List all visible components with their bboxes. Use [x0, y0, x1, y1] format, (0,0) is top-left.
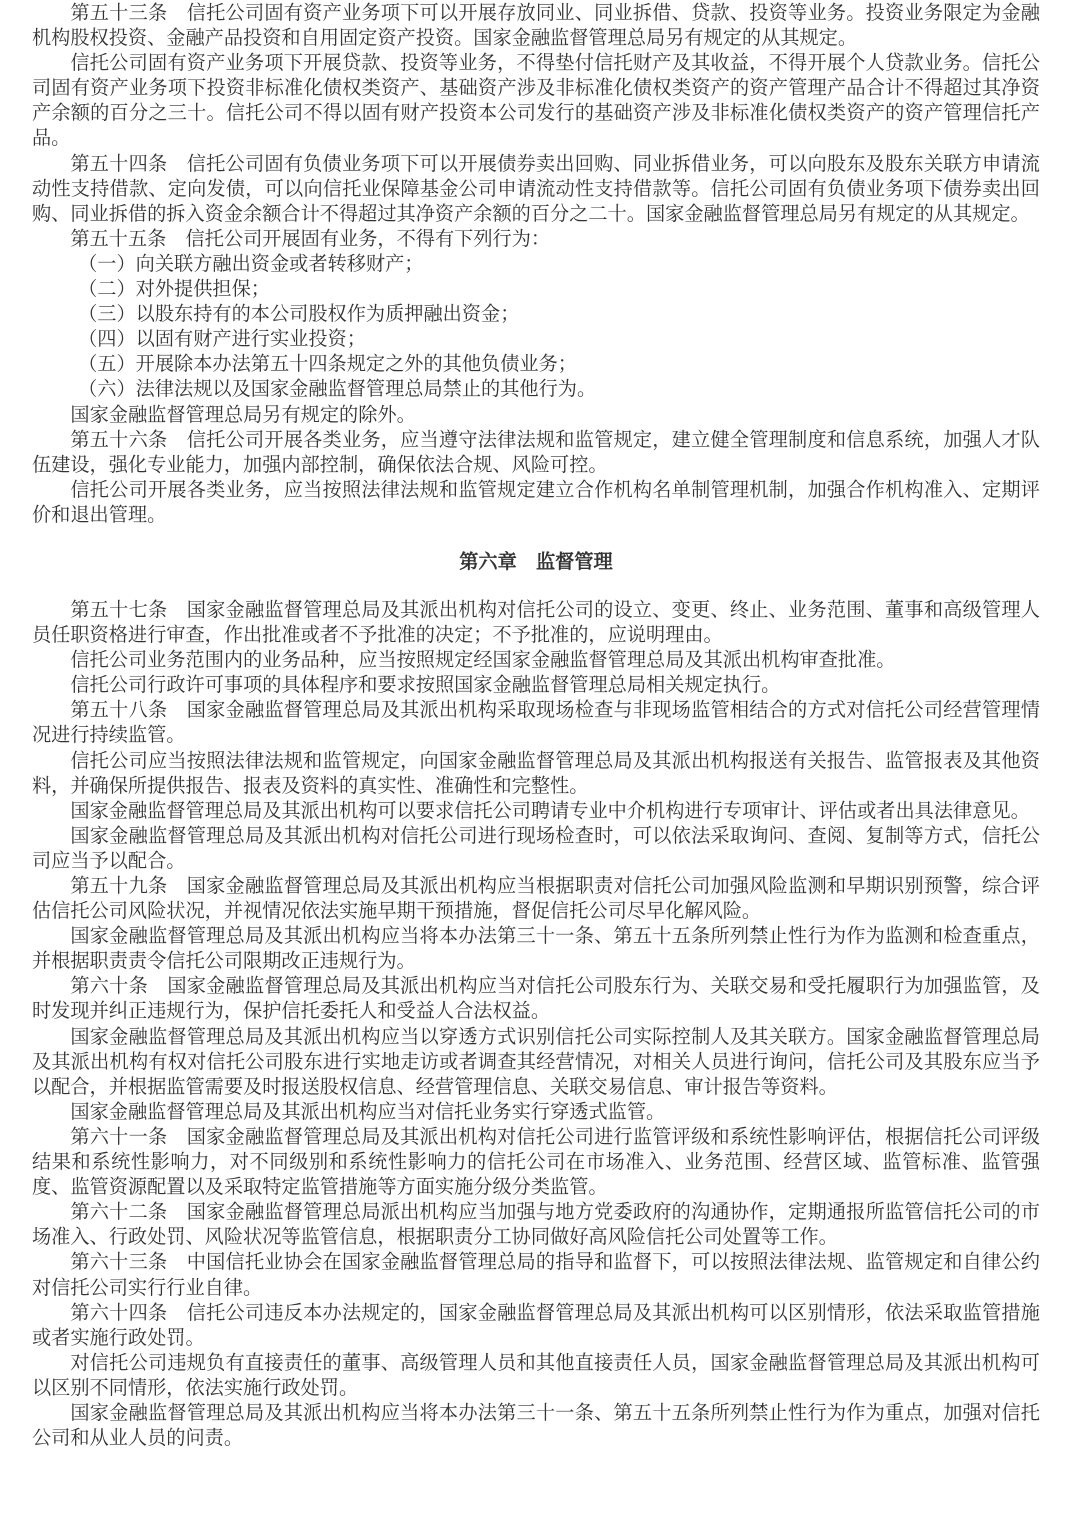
- article-55: 第五十五条 信托公司开展固有业务，不得有下列行为：: [70, 226, 551, 250]
- article-61: 第六十一条 国家金融监督管理总局及其派出机构对信托公司进行监管评级和系统性影响评估，根据信托公司评级结果和系统性影响力，对不同级别和系统性影响力的信托公司在市场准入、业务范围、经营区域、监管标准、监管强度、监管资源配置以及采取特定监管措施等方面实施分级分类监管。: [32, 1124, 1040, 1199]
- article-64-paragraph-2: 对信托公司违规负有直接责任的董事、高级管理人员和其他直接责任人员，国家金融监督管理总局及其派出机构可以区别不同情形，依法实施行政处罚。: [32, 1350, 1040, 1399]
- list-item: （二）对外提供担保；: [78, 277, 270, 301]
- article-63: 第六十三条 中国信托业协会在国家金融监督管理总局的指导和监督下，可以按照法律法规、监管规定和自律公约对信托公司实行行业自律。: [32, 1250, 1040, 1299]
- list-item: （五）开展除本办法第五十四条规定之外的其他负债业务；: [78, 352, 577, 376]
- chapter-title: 第六章 监督管理: [459, 549, 613, 573]
- article-57-paragraph-3: 信托公司行政许可事项的具体程序和要求按照国家金融监督管理总局相关规定执行。: [70, 673, 781, 697]
- list-item: （一）向关联方融出资金或者转移财产；: [78, 251, 424, 275]
- article-55-exception: 国家金融监督管理总局另有规定的除外。: [70, 402, 416, 426]
- article-62: 第六十二条 国家金融监督管理总局派出机构应当加强与地方党委政府的沟通协作，定期通报所监管信托公司的市场准入、行政处罚、风险状况等监管信息，根据职责分工协同做好高风险信托公司处置等工作。: [32, 1200, 1040, 1249]
- article-58: 第五十八条 国家金融监督管理总局及其派出机构采取现场检查与非现场监管相结合的方式对信托公司经营管理情况进行持续监管。: [32, 698, 1040, 747]
- article-58-paragraph-4: 国家金融监督管理总局及其派出机构对信托公司进行现场检查时，可以依法采取询问、查阅、复制等方式，信托公司应当予以配合。: [32, 823, 1040, 872]
- article-56: 第五十六条 信托公司开展各类业务，应当遵守法律法规和监管规定，建立健全管理制度和信息系统，加强人才队伍建设，强化专业能力，加强内部控制，确保依法合规、风险可控。: [32, 427, 1040, 476]
- article-59-paragraph-2: 国家金融监督管理总局及其派出机构应当将本办法第三十一条、第五十五条所列禁止性行为作为监测和检查重点，并根据职责责令信托公司限期改正违规行为。: [32, 924, 1040, 973]
- list-item: （三）以股东持有的本公司股权作为质押融出资金；: [78, 302, 520, 326]
- article-58-paragraph-3: 国家金融监督管理总局及其派出机构可以要求信托公司聘请专业中介机构进行专项审计、评估或者出具法律意见。: [70, 798, 1030, 822]
- article-57: 第五十七条 国家金融监督管理总局及其派出机构对信托公司的设立、变更、终止、业务范围、董事和高级管理人员任职资格进行审查，作出批准或者不予批准的决定；不予批准的，应说明理由。: [32, 597, 1040, 647]
- article-60-paragraph-2: 国家金融监督管理总局及其派出机构应当以穿透方式识别信托公司实际控制人及其关联方。国家金融监督管理总局及其派出机构有权对信托公司股东进行实地走访或者调查其经营情况，对相关人员进行询问，信托公司及其股东应当予以配合，并根据监管需要及时报送股权信息、经营管理信息、关联交易信息、审计报告等资料。: [32, 1024, 1040, 1098]
- article-56-paragraph-2: 信托公司开展各类业务，应当按照法律法规和监管规定建立合作机构名单制管理机制，加强合作机构准入、定期评价和退出管理。: [32, 477, 1040, 526]
- article-54: 第五十四条 信托公司固有负债业务项下可以开展债券卖出回购、同业拆借业务，可以向股东及股东关联方申请流动性支持借款、定向发债，可以向信托业保障基金公司申请流动性支持借款等。信托公司固有负债业务项下债券卖出回购、同业拆借的拆入资金余额合计不得超过其净资产余额的百分之二十。国家金融监督管理总局另有规定的从其规定。: [32, 151, 1040, 225]
- article-53: 第五十三条 信托公司固有资产业务项下可以开展存放同业、同业拆借、贷款、投资等业务。投资业务限定为金融机构股权投资、金融产品投资和自用固定资产投资。国家金融监督管理总局另有规定的从其规定。: [32, 1, 1040, 50]
- article-59: 第五十九条 国家金融监督管理总局及其派出机构应当根据职责对信托公司加强风险监测和早期识别预警，综合评估信托公司风险状况，并视情况依法实施早期干预措施，督促信托公司尽早化解风险。: [32, 874, 1040, 923]
- article-53-paragraph-2: 信托公司固有资产业务项下开展贷款、投资等业务，不得垫付信托财产及其收益，不得开展个人贷款业务。信托公司固有资产业务项下投资非标准化债权类资产、基础资产涉及非标准化债权类资产的资产管理产品合计不得超过其净资产余额的百分之三十。信托公司不得以固有财产投资本公司发行的基础资产涉及非标准化债权类资产的资产管理信托产品。: [32, 51, 1040, 150]
- article-60: 第六十条 国家金融监督管理总局及其派出机构应当对信托公司股东行为、关联交易和受托履职行为加强监管，及时发现并纠正违规行为，保护信托委托人和受益人合法权益。: [32, 974, 1040, 1023]
- list-item: （四）以固有财产进行实业投资；: [78, 327, 366, 351]
- article-58-paragraph-2: 信托公司应当按照法律法规和监管规定，向国家金融监督管理总局及其派出机构报送有关报告、监管报表及其他资料，并确保所提供报告、报表及资料的真实性、准确性和完整性。: [32, 748, 1040, 797]
- article-57-paragraph-2: 信托公司业务范围内的业务品种，应当按照规定经国家金融监督管理总局及其派出机构审查批准。: [70, 648, 896, 672]
- article-60-paragraph-3: 国家金融监督管理总局及其派出机构应当对信托业务实行穿透式监管。: [70, 1099, 666, 1123]
- list-item: （六）法律法规以及国家金融监督管理总局禁止的其他行为。: [78, 377, 597, 401]
- article-64-paragraph-3: 国家金融监督管理总局及其派出机构应当将本办法第三十一条、第五十五条所列禁止性行为作为重点，加强对信托公司和从业人员的问责。: [32, 1400, 1040, 1450]
- article-64: 第六十四条 信托公司违反本办法规定的，国家金融监督管理总局及其派出机构可以区别情形，依法采取监管措施或者实施行政处罚。: [32, 1300, 1040, 1349]
- document-body: [32, 0, 1040, 1450]
